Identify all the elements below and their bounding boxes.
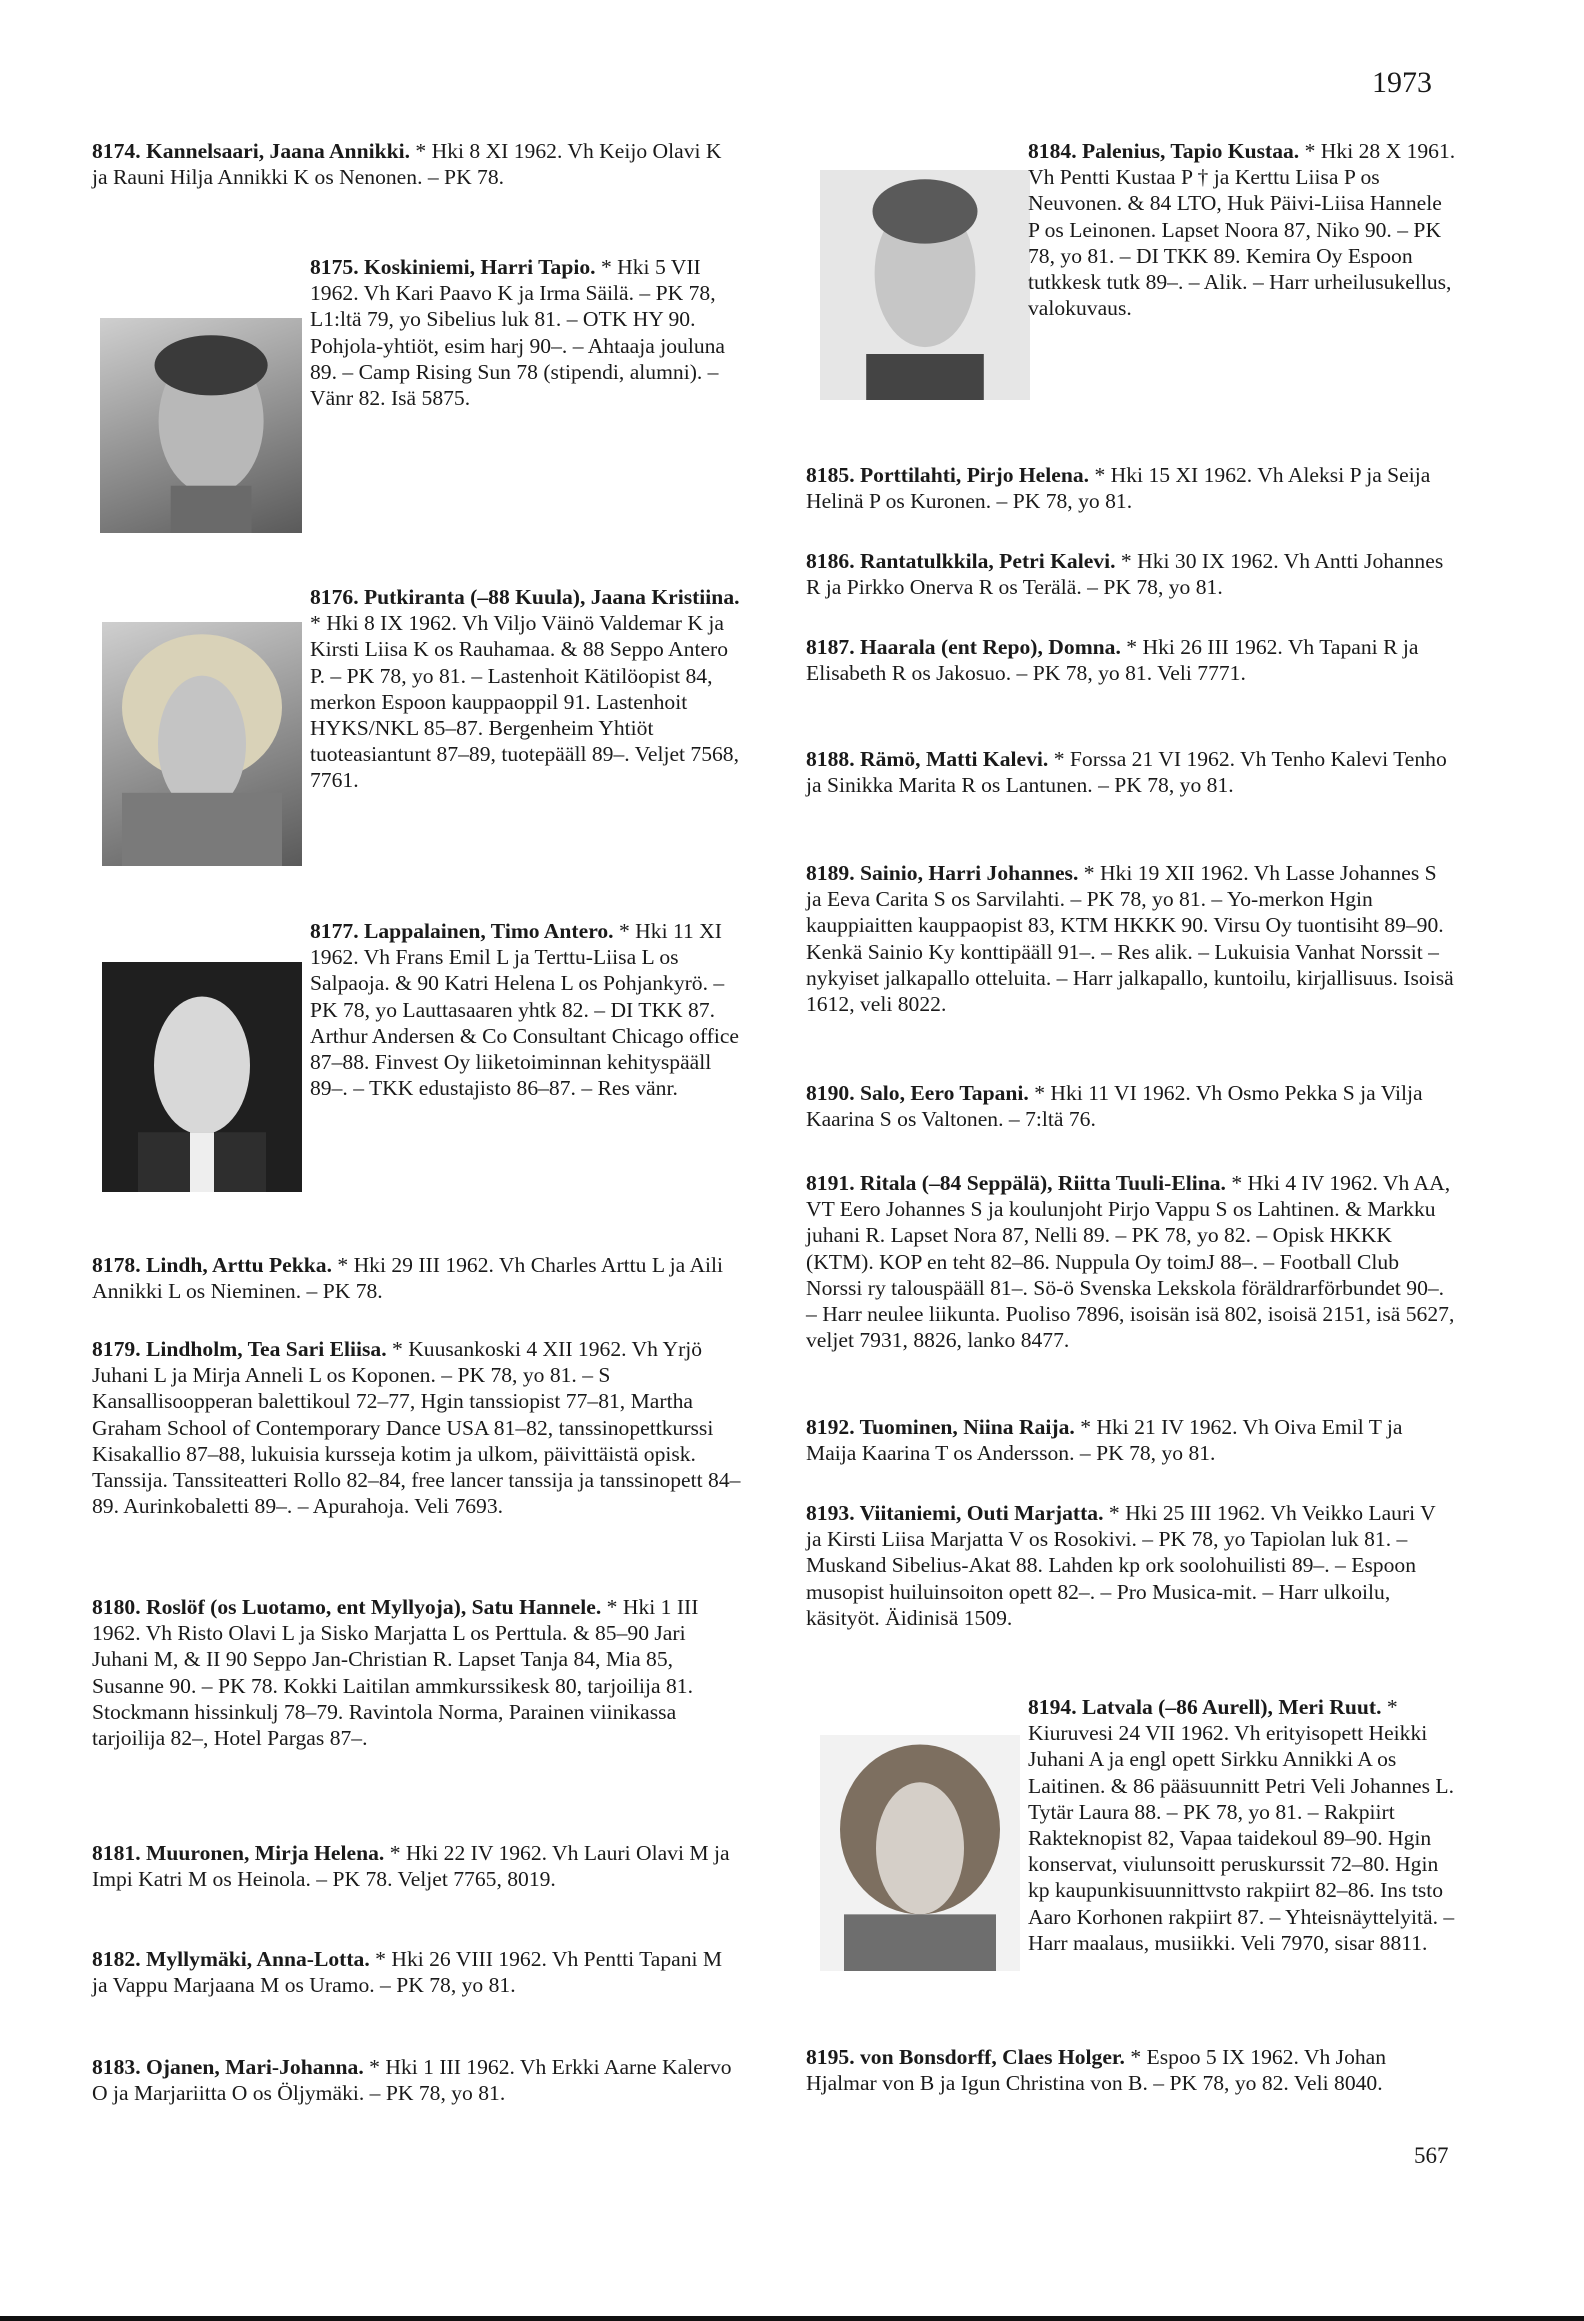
entry-heading: 8195. von Bonsdorff, Claes Holger.	[806, 2045, 1125, 2069]
entry-heading: 8191. Ritala (–84 Seppälä), Riitta Tuuli-Elina.	[806, 1171, 1226, 1195]
entry-8195	[806, 2044, 1456, 2096]
entry-body: * Hki 5 VII 1962. Vh Kari Paavo K ja Irma Säilä. – PK 78, L1:ltä 79, yo Sibelius luk 81. – OTK HY 90. Pohjola-yhtiöt, esim harj 90–. – Ahtaaja jouluna 89. – Camp Rising Sun 78 (stipendi, alumni). – Vänr 82. Isä 5875.	[310, 255, 726, 411]
entry-heading: 8188. Rämö, Matti Kalevi.	[806, 747, 1049, 771]
entry-heading: 8192. Tuominen, Niina Raija.	[806, 1415, 1075, 1439]
entry-8180	[92, 1594, 742, 1751]
entry-body: * Hki 22 IV 1962. Vh Lauri Olavi M ja Impi Katri M os Heinola. – PK 78. Veljet 7765, 8019.	[92, 1841, 730, 1892]
entry-heading: 8183. Ojanen, Mari-Johanna.	[92, 2055, 364, 2079]
entry-body: * Hki 19 XII 1962. Vh Lasse Johannes S ja Eeva Carita S os Sarvilahti. – PK 78, yo 81. – Yo-merkon Hgin kauppiaitten kauppaopist 83, KTM HKKK 90. Virsu Oy tuontisiht 89–90. Kenkä Sainio Ky konttipääll 91–. – Res alik. – Lukuisia Vanhat Norssit – nykyiset jalkapallo otteluita. – Harr jalkapallo, kuntoilu, kirjallisuus. Isoisä 1612, veli 8022.	[806, 861, 1454, 1017]
bottom-edge-rule	[0, 2316, 1584, 2321]
entry-8185	[806, 462, 1456, 514]
entry-body: * Kiuruvesi 24 VII 1962. Vh erityisopett Heikki Juhani A ja engl opett Sirkku Annikki A os Laitinen. & 86 pääsuunnitt Petri Veli Johannes L. Tytär Laura 88. – PK 78, yo 81. – Rakpiirt Rakteknopist 82, Vapaa taidekoul 89–90. Hgin konservat, viulunsoitt peruskurssit 72–80. Hgin kp kaupunkisuunnittvsto rakpiirt 82–86. Ins tsto Aaro Korhonen rakpiirt 87. – Yhteisnäyttelyitä. – Harr maalaus, musiikki. Veli 7970, sisar 8811.	[1028, 1695, 1455, 1955]
entry-heading: 8175. Koskiniemi, Harri Tapio.	[310, 255, 596, 279]
entry-body: * Forssa 21 VI 1962. Vh Tenho Kalevi Tenho ja Sinikka Marita R os Lantunen. – PK 78, yo 81.	[806, 747, 1447, 798]
entry-body: * Hki 11 VI 1962. Vh Osmo Pekka S ja Vilja Kaarina S os Valtonen. – 7:ltä 76.	[806, 1081, 1423, 1132]
entry-body: * Hki 28 X 1961. Vh Pentti Kustaa P † ja Kerttu Liisa P os Neuvonen. & 84 LTO, Huk Päivi-Liisa Hannele P os Leinonen. Lapset Noora 87, Niko 90. – PK 78, yo 81. – DI TKK 89. Kemira Oy Espoon tutkkesk tutk 89–. – Alik. – Harr urheilusukellus, valokuvaus.	[1028, 139, 1456, 321]
entry-body: * Hki 26 VIII 1962. Vh Pentti Tapani M ja Vappu Marjaana M os Uramo. – PK 78, yo 81.	[92, 1947, 723, 1998]
entry-8181	[92, 1840, 742, 1892]
entry-8183	[92, 2054, 742, 2106]
entry-8187	[806, 634, 1456, 686]
entry-heading: 8180. Roslöf (os Luotamo, ent Myllyoja), Satu Hannele.	[92, 1595, 602, 1619]
entry-8177	[92, 918, 742, 1206]
entry-heading: 8189. Sainio, Harri Johannes.	[806, 861, 1079, 885]
entry-heading: 8187. Haarala (ent Repo), Domna.	[806, 635, 1121, 659]
entry-8194	[806, 1694, 1456, 1982]
entry-8179	[92, 1336, 742, 1519]
entry-8188	[806, 746, 1456, 798]
entry-body: * Hki 26 III 1962. Vh Tapani R ja Elisabeth R os Jakosuo. – PK 78, yo 81. Veli 7771.	[806, 635, 1419, 686]
entry-heading: 8181. Muuronen, Mirja Helena.	[92, 1841, 385, 1865]
entry-body: * Hki 15 XI 1962. Vh Aleksi P ja Seija Helinä P os Kuronen. – PK 78, yo 81.	[806, 463, 1431, 514]
entry-body: * Hki 21 IV 1962. Vh Oiva Emil T ja Maija Kaarina T os Andersson. – PK 78, yo 81.	[806, 1415, 1403, 1466]
entry-body: * Hki 8 XI 1962. Vh Keijo Olavi K ja Rauni Hilja Annikki K os Nenonen. – PK 78.	[92, 139, 722, 190]
entry-body: * Hki 8 IX 1962. Vh Viljo Väinö Valdemar K ja Kirsti Liisa K os Rauhamaa. & 88 Seppo Antero P. – PK 78, yo 81. – Lastenhoit Kätilöopist 84, merkon Espoon kauppaoppil 91. Lastenhoit HYKS/NKL 85–87. Bergenheim Yhtiöt tuoteasiantunt 87–89, tuotepääll 89–. Veljet 7568, 7761.	[310, 611, 740, 793]
entry-heading: 8176. Putkiranta (–88 Kuula), Jaana Kristiina.	[310, 585, 740, 609]
entry-8190	[806, 1080, 1456, 1132]
entry-8189	[806, 860, 1456, 1017]
page-number: 567	[1414, 2143, 1449, 2168]
entry-heading: 8179. Lindholm, Tea Sari Eliisa.	[92, 1337, 387, 1361]
entry-body: * Hki 4 IV 1962. Vh AA, VT Eero Johannes S ja koulunjoht Pirjo Vappu S os Lahtinen. & Markku juhani R. Lapset Nora 87, Nelli 89. – PK 78, yo 82. – Opisk HKKK (KTM). KOP en teht 82–86. Nuppula Oy toimJ 88–. – Football Club Norssi ry talouspääll 81–. Sö-ö Svenska Lekskola föräldrarförbundet 90–. – Harr neulee liikunta. Puoliso 7896, isoisän isä 802, isoisä 2151, isä 5627, veljet 7931, 8826, lanko 8477.	[806, 1171, 1455, 1353]
entry-8184	[806, 138, 1456, 400]
page-year: 1973	[1372, 66, 1432, 99]
entry-8192	[806, 1414, 1456, 1466]
entry-heading: 8184. Palenius, Tapio Kustaa.	[1028, 139, 1300, 163]
entry-body: * Hki 11 XI 1962. Vh Frans Emil L ja Terttu-Liisa L os Salpaoja. & 90 Katri Helena L os Pohjankyrö. – PK 78, yo Lauttasaaren yhtk 82. – DI TKK 87. Arthur Andersen & Co Consultant Chicago office 87–88. Finvest Oy liiketoiminnan kehityspääll 89–. – TKK edustajisto 86–87. – Res vänr.	[310, 919, 740, 1101]
entry-heading: 8177. Lappalainen, Timo Antero.	[310, 919, 614, 943]
entry-8174	[92, 138, 742, 190]
entry-body: * Hki 30 IX 1962. Vh Antti Johannes R ja Pirkko Onerva R os Terälä. – PK 78, yo 81.	[806, 549, 1444, 600]
entry-heading: 8194. Latvala (–86 Aurell), Meri Ruut.	[1028, 1695, 1382, 1719]
entry-8191	[806, 1170, 1456, 1353]
entry-8175	[92, 254, 742, 432]
entry-8182	[92, 1946, 742, 1998]
entry-heading: 8182. Myllymäki, Anna-Lotta.	[92, 1947, 370, 1971]
entry-heading: 8193. Viitaniemi, Outi Marjatta.	[806, 1501, 1104, 1525]
entry-8193	[806, 1500, 1456, 1631]
entry-heading: 8190. Salo, Eero Tapani.	[806, 1081, 1029, 1105]
entry-body: * Hki 1 III 1962. Vh Erkki Aarne Kalervo O ja Marjariitta O os Öljymäki. – PK 78, yo 81.	[92, 2055, 732, 2106]
entry-body: * Kuusankoski 4 XII 1962. Vh Yrjö Juhani L ja Mirja Anneli L os Koponen. – PK 78, yo 81. – S Kansallisoopperan balettikoul 72–77, Hgin tanssiopist 77–81, Martha Graham School of Contemporary Dance USA 81–82, tanssinopettkurssi Kisakallio 87–88, lukuisia kursseja kotim ja ulkom, päivittäistä opisk. Tanssija. Tanssiteatteri Rollo 82–84, free lancer tanssija ja tanssinopett 84–89. Aurinkobaletti 89–. – Apurahoja. Veli 7693.	[92, 1337, 741, 1519]
entry-body: * Espoo 5 IX 1962. Vh Johan Hjalmar von B ja Igun Christina von B. – PK 78, yo 82. Veli 8040.	[806, 2045, 1387, 2096]
entry-body: * Hki 1 III 1962. Vh Risto Olavi L ja Sisko Marjatta L os Perttula. & 85–90 Jari Juhani M, & II 90 Seppo Jan-Christian R. Lapset Tanja 84, Mia 85, Susanne 90. – PK 78. Kokki Laitilan ammkurssikesk 80, tarjoilija 81. Stockmann hissinkulj 78–79. Ravintola Norma, Parainen viinikassa tarjoilija 82–, Hotel Pargas 87–.	[92, 1595, 699, 1751]
entry-8176	[92, 584, 742, 888]
entry-heading: 8186. Rantatulkkila, Petri Kalevi.	[806, 549, 1116, 573]
entry-8178	[92, 1252, 742, 1304]
entry-heading: 8185. Porttilahti, Pirjo Helena.	[806, 463, 1090, 487]
entry-body: * Hki 29 III 1962. Vh Charles Arttu L ja Aili Annikki L os Nieminen. – PK 78.	[92, 1253, 724, 1304]
entry-heading: 8174. Kannelsaari, Jaana Annikki.	[92, 139, 410, 163]
entry-body: * Hki 25 III 1962. Vh Veikko Lauri V ja Kirsti Liisa Marjatta V os Rosokivi. – PK 78, yo Tapiolan luk 81. – Muskand Sibelius-Akat 88. Lahden kp ork soolohuilisti 89–. – Espoon musopist huiluinsoiton opett 82–. – Pro Musica-mit. – Harr ulkoilu, käsityöt. Äidinisä 1509.	[806, 1501, 1436, 1630]
entry-8186	[806, 548, 1456, 600]
entry-heading: 8178. Lindh, Arttu Pekka.	[92, 1253, 332, 1277]
